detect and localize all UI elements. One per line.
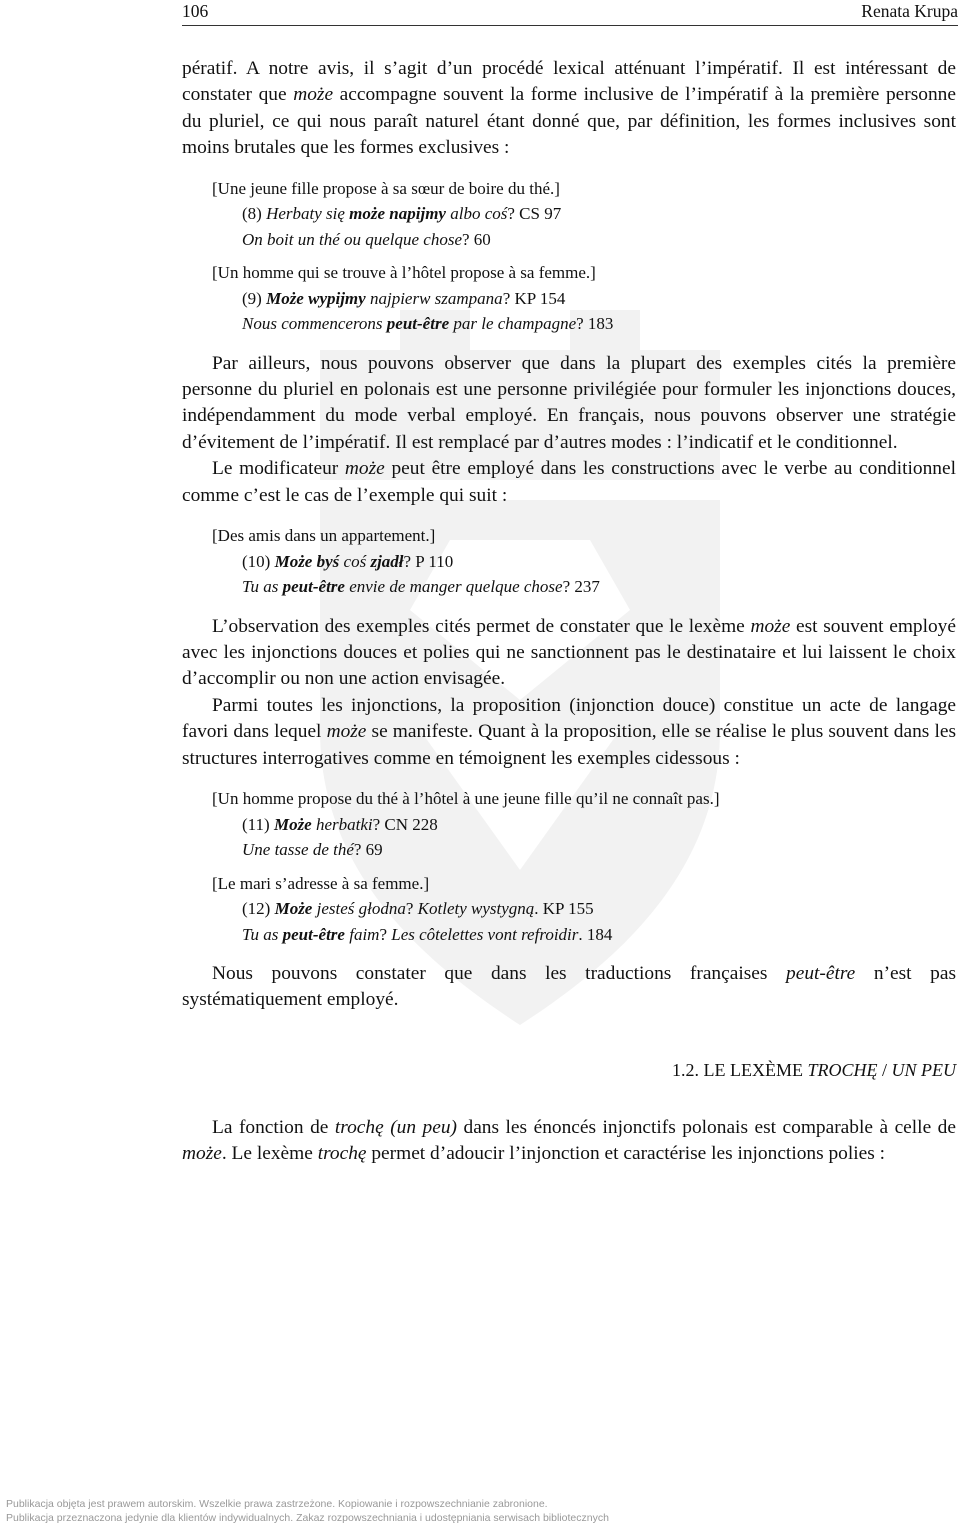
french-text: Nous commencerons xyxy=(242,314,387,334)
example-french xyxy=(242,922,956,948)
polish-text: jesteś głodna xyxy=(312,899,406,918)
example-context: [Un homme qui se trouve à l’hôtel propose à sa femme.] xyxy=(212,263,596,283)
example-context: [Un homme propose du thé à l’hôtel à une jeune fille qu’il ne connaît pas.] xyxy=(212,789,720,808)
emphasis: może xyxy=(293,84,334,106)
polish-highlight: może napijmy xyxy=(349,204,446,224)
paragraph xyxy=(182,693,956,772)
polish-text: Herbaty się xyxy=(266,204,350,224)
example-number: (9) xyxy=(242,288,267,308)
example-french xyxy=(242,574,956,600)
section-title: / xyxy=(877,1059,892,1080)
example-polish xyxy=(242,896,956,922)
polish-text: najpierw szampana xyxy=(365,288,503,308)
text: se manifeste. Quant à la proposition, elle se réalise le plus souvent dans les structures interrogatives comme en témoignent les exemples cidessous : xyxy=(182,721,956,769)
example-number: (8) xyxy=(242,204,267,224)
example-11 xyxy=(212,786,956,863)
example-french xyxy=(242,227,956,253)
paragraph xyxy=(182,1115,956,1168)
example-10 xyxy=(212,523,956,600)
example-polish xyxy=(242,549,956,575)
running-header xyxy=(182,0,958,24)
example-french xyxy=(242,837,956,863)
polish-text: albo coś xyxy=(445,204,508,224)
emphasis: trochę (un peu) xyxy=(334,1116,457,1138)
source-ref: . KP 155 xyxy=(534,899,594,918)
text: dans les énoncés injonctifs polonais est comparable à celle de xyxy=(457,1116,956,1138)
paragraph xyxy=(182,961,956,1014)
example-number: (12) xyxy=(242,899,275,918)
emphasis: może xyxy=(326,721,367,743)
text: est souvent employé avec les injonctions douces et polies qui ne sanctionnent pas le destinataire et lui laissent le choix d’accomplir ou non une action envisagée. xyxy=(182,615,956,690)
text: permet d’adoucir l’injonction et caractérise les injonctions polies : xyxy=(366,1143,886,1165)
polish-highlight: Może wypijmy xyxy=(266,288,366,308)
polish-text: herbatki xyxy=(311,814,373,834)
french-text: On boit un thé ou quelque chose xyxy=(242,229,463,249)
example-french xyxy=(242,311,956,337)
paragraph: Par ailleurs, nous pouvons observer que dans la plupart des exemples cités la première personne du pluriel en polonais est une personne privilégiée pour formuler les injonctions douces, indépendamment du mode verbal employé. En français, nous pouvons observer une stratégie d’évitement de l’impératif. Il est remplacé par d’autres modes : l’indicatif et le conditionnel. xyxy=(182,352,956,453)
example-8 xyxy=(212,176,956,253)
source-ref: ? CS 97 xyxy=(507,204,562,224)
polish-highlight: zjadł xyxy=(370,551,404,571)
header-rule xyxy=(182,25,958,26)
text: accompagne souvent la forme inclusive de l’impératif à la première personne du pluriel, ce qui nous paraît naturel étant donné que, par définition, les formes inclusives sont moins brutales que les formes exclusives : xyxy=(182,84,956,159)
polish-highlight: Może xyxy=(273,814,312,834)
source-ref: . 184 xyxy=(578,924,613,944)
example-context: [Des amis dans un appartement.] xyxy=(212,526,436,546)
french-text: Tu as xyxy=(242,577,283,597)
source-ref: ? 60 xyxy=(462,229,491,249)
french-text: Les côtelettes vont refroidir xyxy=(391,924,579,944)
source-ref: ? KP 154 xyxy=(502,288,566,308)
french-text: Une tasse de thé xyxy=(242,840,354,859)
text: . Le lexème xyxy=(221,1143,318,1165)
copyright-footer xyxy=(6,1497,609,1525)
punctuation: ? xyxy=(405,899,418,918)
source-ref: ? 183 xyxy=(576,314,614,334)
french-highlight: peut-être xyxy=(282,577,345,597)
french-highlight: peut-être xyxy=(386,314,450,334)
footer-line: Publikacja przeznaczona jedynie dla klientów indywidualnych. Zakaz rozpowszechniania i udostępniania serwisach bibliotecznych xyxy=(6,1512,609,1524)
page-body xyxy=(182,56,956,1168)
section-heading xyxy=(182,1060,956,1081)
paragraph xyxy=(182,614,956,693)
section-title-emphasis: TROCHĘ xyxy=(807,1059,878,1080)
polish-text: coś xyxy=(339,551,371,571)
polish-text: Kotlety wystygną xyxy=(417,899,535,918)
paragraph xyxy=(182,456,956,509)
text: Le modificateur xyxy=(212,458,345,480)
polish-highlight: Może xyxy=(274,899,313,918)
french-text: par le champagne xyxy=(449,314,577,334)
emphasis: może xyxy=(344,458,385,480)
emphasis: peut-être xyxy=(786,963,856,984)
section-title-emphasis: UN PEU xyxy=(891,1059,956,1080)
text: Nous pouvons constater que dans les traductions françaises xyxy=(212,963,787,984)
text: L’observation des exemples cités permet de constater que le lexème xyxy=(212,615,751,637)
text: peut être employé dans les constructions avec le verbe au conditionnel comme c’est le cas de l’exemple qui suit : xyxy=(182,458,956,506)
example-polish xyxy=(242,812,956,838)
source-ref: ? 237 xyxy=(562,577,600,597)
french-text: faim xyxy=(344,924,380,944)
example-context: [Le mari s’adresse à sa femme.] xyxy=(212,873,430,893)
emphasis: może xyxy=(750,615,791,637)
emphasis: może xyxy=(182,1143,222,1165)
french-highlight: peut-être xyxy=(282,924,345,944)
example-number: (10) xyxy=(242,551,275,571)
emphasis: trochę xyxy=(317,1143,367,1165)
french-text: Tu as xyxy=(242,924,283,944)
source-ref: ? CN 228 xyxy=(372,814,438,834)
example-9 xyxy=(212,260,956,337)
section-title: 1.2. LE LEXÈME xyxy=(671,1059,808,1080)
polish-highlight: Może byś xyxy=(274,551,340,571)
running-head-author: Renata Krupa xyxy=(861,1,958,21)
punctuation: ? xyxy=(379,924,392,944)
example-number: (11) xyxy=(242,814,274,834)
french-text: envie de manger quelque chose xyxy=(344,577,563,597)
text: Parmi toutes les injonctions, la proposition (injonction douce) constitue un acte de langage favori dans lequel xyxy=(182,694,956,743)
text: n’est pas systématiquement employé. xyxy=(182,963,956,1011)
page-number: 106 xyxy=(182,1,209,21)
text: La fonction de xyxy=(212,1116,335,1138)
example-context: [Une jeune fille propose à sa sœur de boire du thé.] xyxy=(212,178,560,198)
source-ref: ? 69 xyxy=(353,840,383,859)
example-12 xyxy=(212,871,956,948)
example-polish xyxy=(242,201,956,227)
footer-line: Publikacja objęta jest prawem autorskim. Wszelkie prawa zastrzeżone. Kopiowanie i rozpowszechnianie zabronione. xyxy=(6,1498,548,1510)
paragraph xyxy=(182,56,956,162)
example-polish xyxy=(242,286,956,312)
source-ref: ? P 110 xyxy=(403,551,454,571)
text: pératif. A notre avis, il s’agit d’un procédé lexical atténuant l’impératif. Il est intéressant de constater que xyxy=(182,58,956,106)
